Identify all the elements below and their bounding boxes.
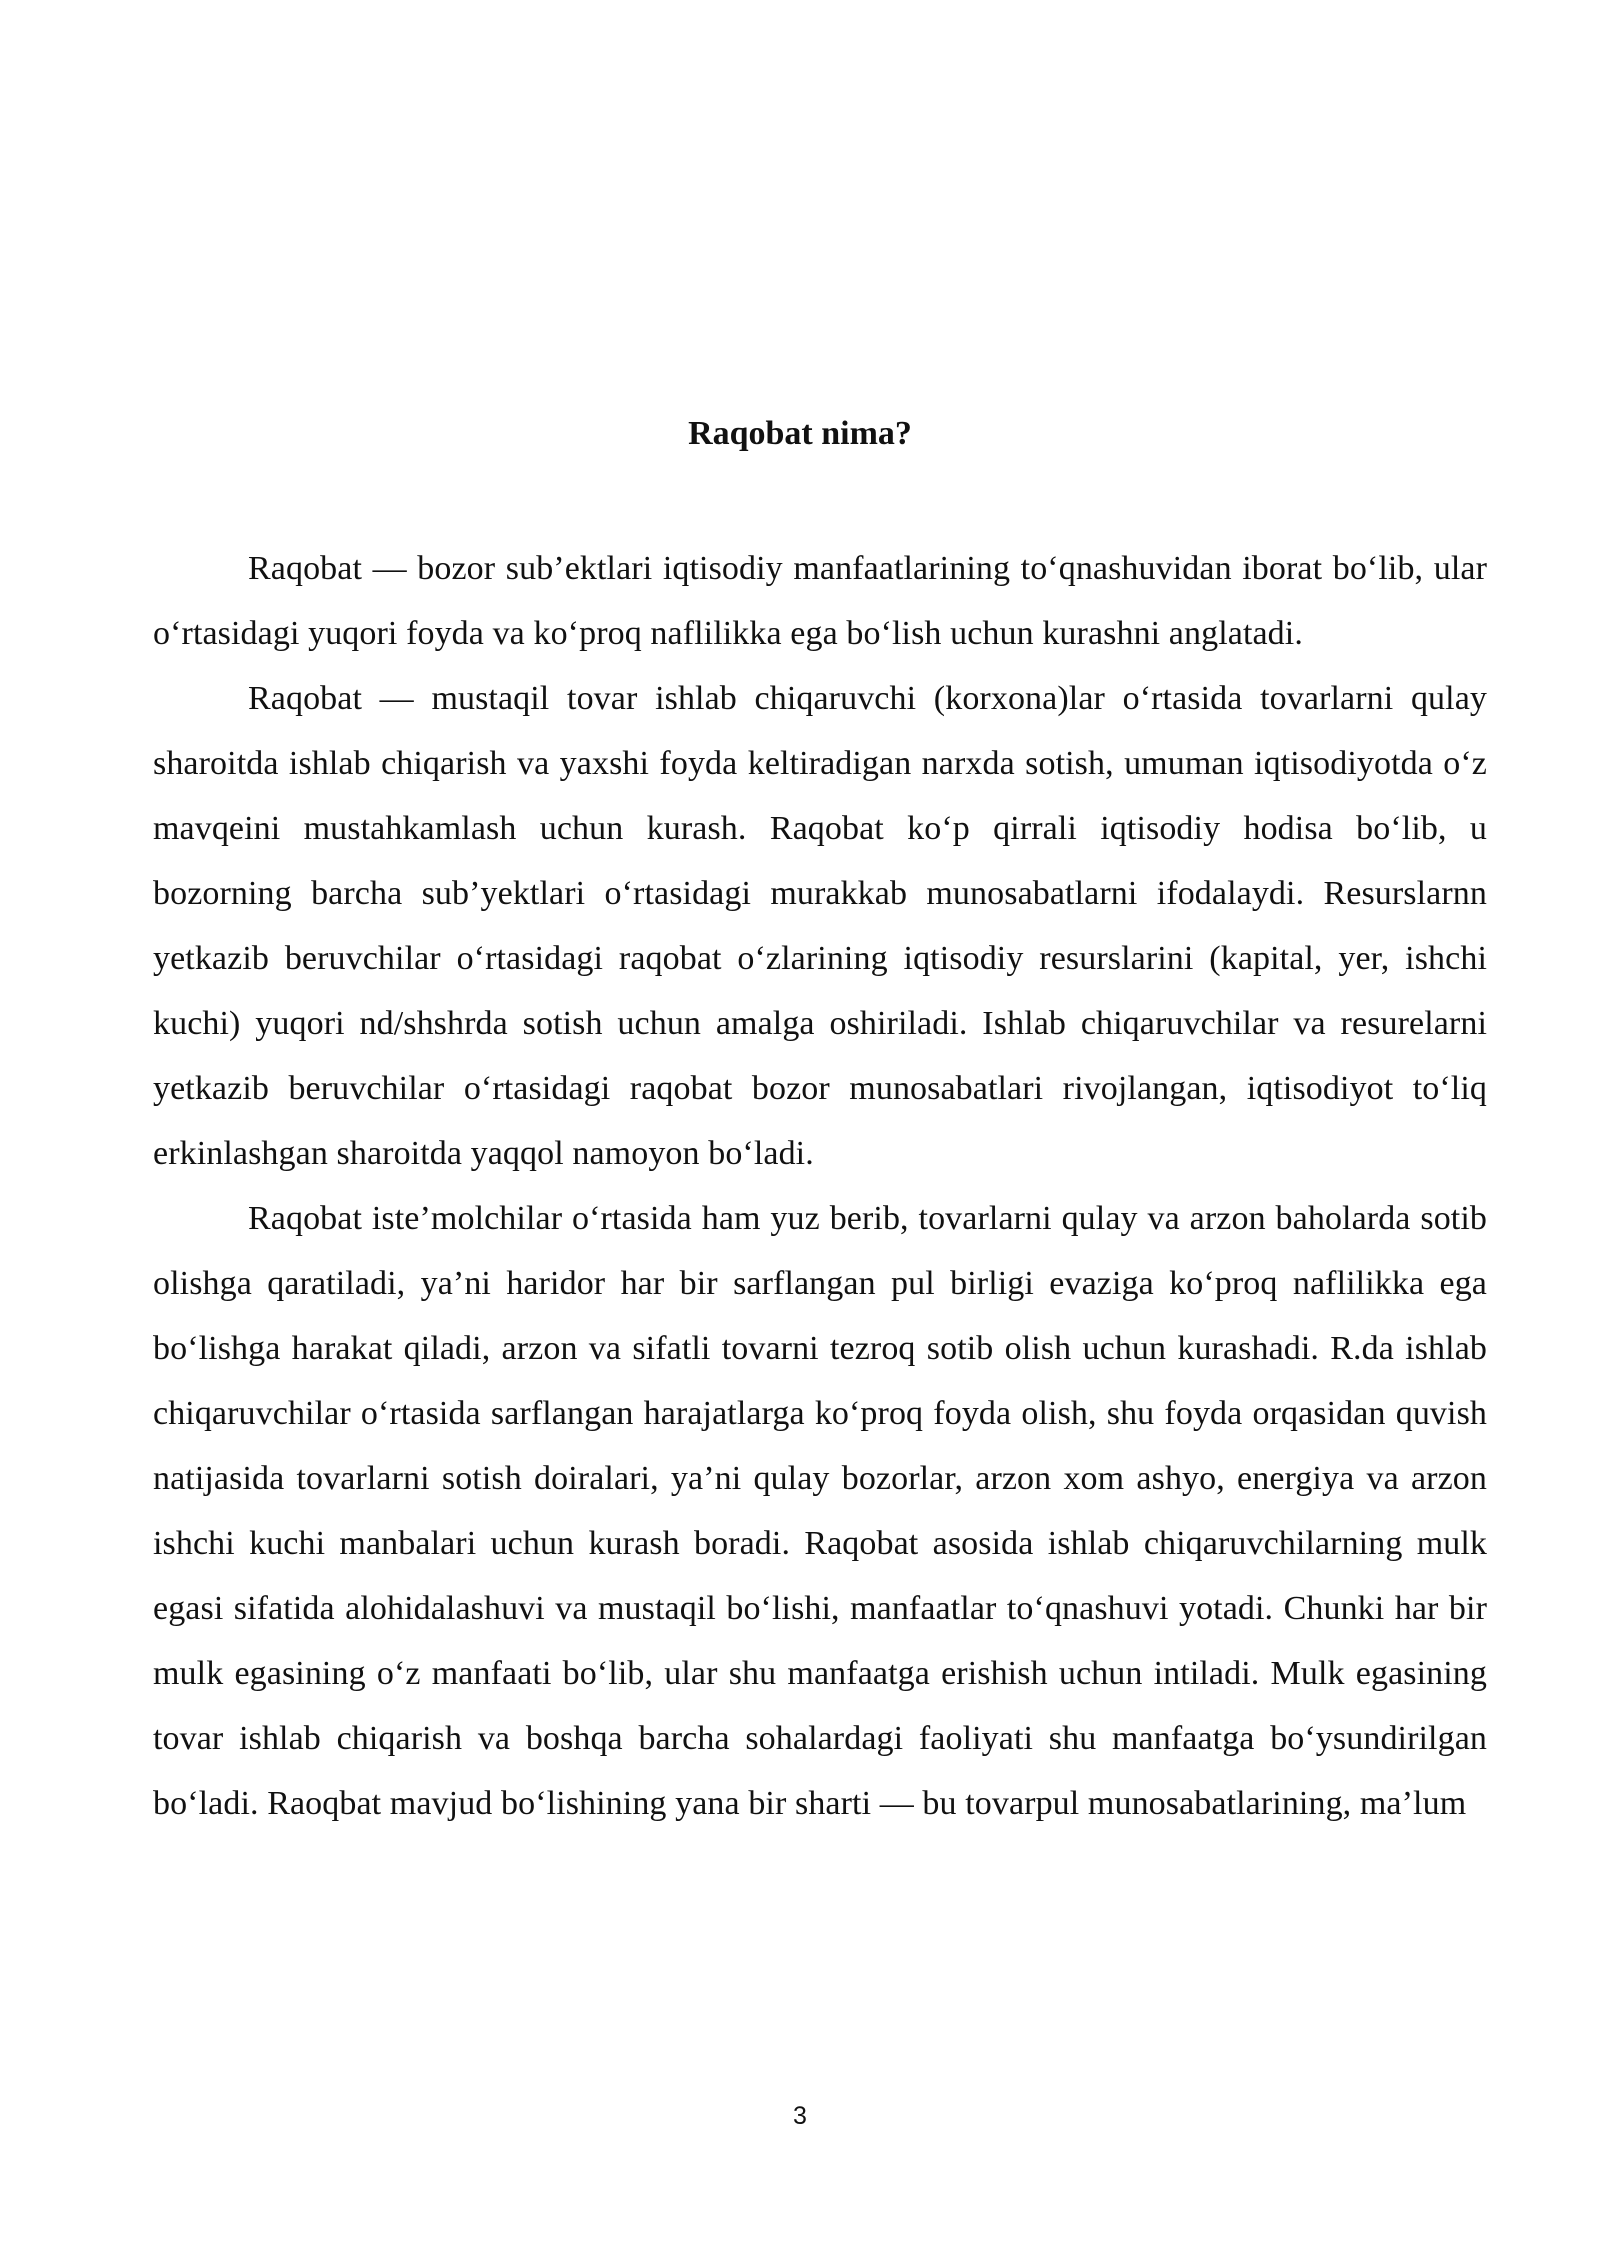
paragraph-2: Raqobat — mustaqil tovar ishlab chiqaruvchi (korxona)lar o‘rtasida tovarlarni qulay sharoitda ishlab chiqarish va yaxshi foyda keltiradigan narxda sotish, umuman iqtisodiyotda o‘z mavqeini mustahkamlash uchun kurash. Raqobat ko‘p qirrali iqtisodiy hodisa bo‘lib, u bozorning barcha sub’yektlari o‘rtasidagi murakkab munosabatlarni ifodalaydi. Resurslarnn yetkazib beruvchilar o‘rtasidagi raqobat o‘zlarining iqtisodiy resurslarini (kapital, yer, ishchi kuchi) yuqori nd/shshrda sotish uchun amalga oshiriladi. Ishlab chiqaruvchilar va resurelarni yetkazib beruvchilar o‘rtasidagi raqobat bozor munosabatlari rivojlangan, iqtisodiyot to‘liq erkinlashgan sharoitda yaqqol namoyon bo‘ladi. — [153, 680, 1487, 1172]
document-body — [153, 536, 1487, 1836]
paragraph-3: Raqobat iste’molchilar o‘rtasida ham yuz berib, tovarlarni qulay va arzon baholarda sotib olishga qaratiladi, ya’ni haridor har bir sarflangan pul birligi evaziga ko‘proq naflilikka ega bo‘lishga harakat qiladi, arzon va sifatli tovarni tezroq sotib olish uchun kurashadi. R.da ishlab chiqaruvchilar o‘rtasida sarflangan harajatlarga ko‘proq foyda olish, shu foyda orqasidan quvish natijasida tovarlarni sotish doiralari, ya’ni qulay bozorlar, arzon xom ashyo, energiya va arzon ishchi kuchi manbalari uchun kurash boradi. Raqobat asosida ishlab chiqaruvchilarning mulk egasi sifatida alohidalashuvi va mustaqil bo‘lishi, manfaatlar to‘qnashuvi yotadi. Chunki har bir mulk egasining o‘z manfaati bo‘lib, ular shu manfaatga erishish uchun intiladi. Mulk egasining tovar ishlab chiqarish va boshqa barcha sohalardagi faoliyati shu manfaatga bo‘ysundirilgan bo‘ladi. Raoqbat mavjud bo‘lishining yana bir sharti — bu tovarpul munosabatlarining, ma’lum — [153, 1200, 1487, 1822]
page-title: Raqobat nima? — [688, 415, 912, 452]
paragraph-1: Raqobat — bozor sub’ektlari iqtisodiy manfaatlarining to‘qnashuvidan iborat bo‘lib, ular o‘rtasidagi yuqori foyda va ko‘proq naflilikka ega bo‘lish uchun kurashni anglatadi. — [153, 550, 1487, 652]
page-number: 3 — [793, 2102, 807, 2130]
